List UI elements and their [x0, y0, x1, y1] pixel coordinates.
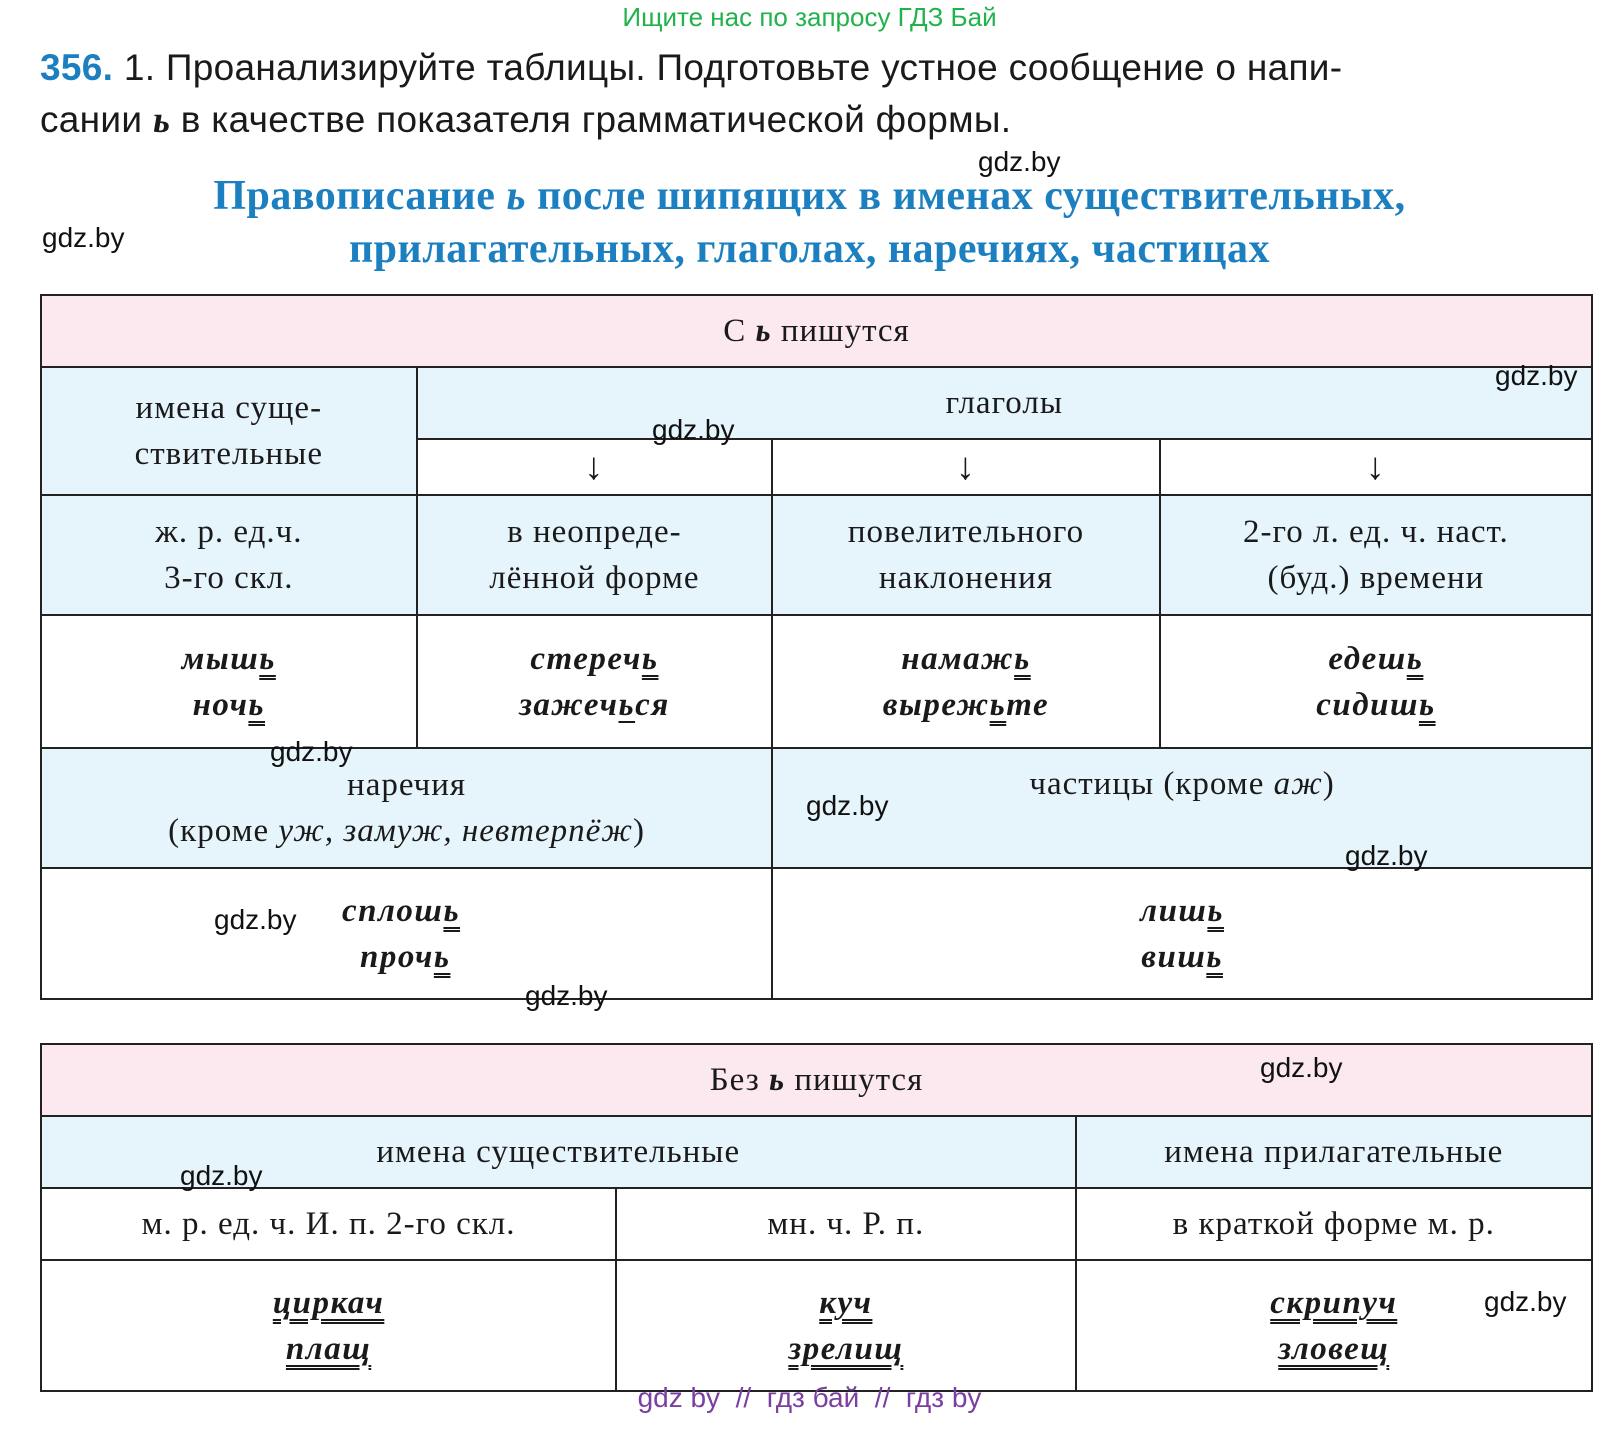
cat-line: ж. р. ед.ч. — [155, 514, 303, 550]
example-word — [182, 636, 276, 682]
table-with-soft-sign — [40, 294, 1593, 1000]
example-word — [360, 934, 450, 980]
example-word — [1141, 934, 1223, 980]
cat-line: 2-го л. ед. ч. наст. — [1243, 514, 1509, 550]
word-part: виш — [1141, 938, 1207, 975]
word-ending: ь — [248, 686, 265, 723]
table-without-soft-sign — [40, 1043, 1593, 1392]
task-soft-sign: ь — [152, 100, 171, 141]
examples-2nd-person — [1160, 615, 1592, 748]
word-ending: ь — [259, 640, 276, 677]
word-ending: ь — [433, 938, 451, 975]
word-part: ся — [635, 686, 670, 723]
table1-header — [41, 295, 1592, 367]
examples-adverbs — [41, 868, 772, 999]
title-part: Правописание — [213, 173, 496, 219]
cat-2nd-person — [1160, 495, 1592, 615]
title-part: после шипящих в именах существительных, — [537, 173, 1406, 219]
word-part: ноч — [192, 686, 249, 723]
exception-word: аж — [1273, 766, 1323, 802]
arrow-down-icon: ↓ — [417, 439, 773, 495]
watermark: gdz.by — [1345, 840, 1428, 871]
watermark: gdz.by — [270, 736, 353, 767]
example-word — [1328, 636, 1423, 682]
cat-imperative — [772, 495, 1160, 615]
task-text — [40, 42, 1590, 147]
header-sign: ь — [769, 1062, 786, 1098]
header-sign: ь — [755, 313, 772, 349]
header-text: пишутся — [780, 313, 910, 349]
cat-line: (буд.) времени — [1267, 560, 1485, 596]
word-part: проч — [360, 938, 434, 975]
watermark: gdz.by — [1260, 1052, 1343, 1083]
example-word — [530, 636, 658, 682]
examples-infinitive — [417, 615, 773, 748]
word: зловещ — [1278, 1330, 1390, 1367]
cat-line: в неопреде- — [507, 514, 682, 550]
cat-line: 3-го скл. — [164, 560, 294, 596]
cat-infinitive — [417, 495, 773, 615]
text: ) — [633, 813, 645, 849]
verbs-head: глаголы — [417, 367, 1592, 439]
exception-words: уж, замуж, невтерпёж — [278, 813, 633, 849]
word: куч — [819, 1284, 873, 1321]
page-title — [0, 170, 1619, 276]
nouns-head: имена существительные — [41, 1116, 1076, 1188]
header-text: пишутся — [794, 1062, 924, 1098]
example-word — [193, 682, 265, 728]
header-text: Без — [709, 1062, 760, 1098]
example-word — [342, 888, 460, 934]
word-part: сплош — [342, 892, 444, 929]
examples-nouns — [41, 615, 417, 748]
watermark: gdz.by — [42, 222, 125, 253]
example-word — [1278, 1326, 1389, 1372]
examples-plural-gen — [616, 1260, 1075, 1391]
cat-line: лённой форме — [489, 560, 700, 596]
nouns-head — [41, 367, 417, 495]
cat-line: повелительного — [847, 514, 1085, 550]
cat-plural-gen: мн. ч. Р. п. — [616, 1188, 1075, 1260]
watermark: gdz.by — [525, 980, 608, 1011]
example-word — [273, 1280, 385, 1326]
word-ending: ь — [1418, 686, 1436, 723]
example-word — [286, 1326, 371, 1372]
example-word — [1270, 1280, 1397, 1326]
watermark: gdz.by — [806, 790, 889, 821]
word-ending: ь — [618, 686, 636, 723]
word-part: те — [1006, 686, 1050, 723]
cat-short-form: в краткой форме м. р. — [1076, 1188, 1593, 1260]
example-word — [1316, 682, 1435, 728]
example-word — [519, 682, 670, 728]
header-text: С — [723, 313, 747, 349]
watermark: gdz.by — [214, 904, 297, 935]
watermark: gdz.by — [978, 146, 1061, 177]
word-ending: ь — [443, 892, 461, 929]
task-line1: 1. Проанализируйте таблицы. Подготовьте устное сообщение о напи- — [123, 47, 1343, 88]
word-part: зажеч — [519, 686, 619, 723]
arrow-down-icon: ↓ — [1160, 439, 1592, 495]
title-soft-sign: ь — [506, 173, 527, 219]
footer: gdz by // гдз бай // гдз by — [637, 1382, 982, 1413]
adverbs-exceptions — [42, 808, 771, 854]
word: плащ — [285, 1330, 372, 1367]
task-line2-a: сании — [40, 99, 143, 140]
example-word — [1140, 888, 1224, 934]
example-word — [901, 636, 1030, 682]
adverbs-head — [41, 748, 772, 868]
word-part: сидиш — [1316, 686, 1419, 723]
word-part: выреж — [882, 686, 990, 723]
word-ending: ь — [641, 640, 659, 677]
task-line2-b: в качестве показателя грамматической формы. — [180, 99, 1012, 140]
word-ending: ь — [989, 686, 1007, 723]
watermark: gdz.by — [652, 414, 735, 445]
examples-masculine — [41, 1260, 616, 1391]
table2-header — [41, 1044, 1592, 1116]
particles-head — [772, 748, 1592, 868]
cat-line: наклонения — [878, 560, 1054, 596]
nouns-head-l1: имена суще- — [135, 390, 323, 426]
word-ending: ь — [1406, 640, 1424, 677]
example-word — [819, 1280, 872, 1326]
text: (кроме — [168, 813, 270, 849]
task-number: 356. — [40, 47, 114, 88]
word: циркач — [272, 1284, 385, 1321]
word-ending: ь — [1014, 640, 1031, 677]
example-word — [883, 682, 1049, 728]
examples-short-form — [1076, 1260, 1593, 1391]
adjectives-head: имена прилагательные — [1076, 1116, 1593, 1188]
word-part: едеш — [1328, 640, 1407, 677]
word-ending: ь — [1206, 938, 1223, 975]
top-note: Ищите нас по запросу ГДЗ Бай — [622, 2, 997, 32]
nouns-head-l2: ствительные — [134, 436, 323, 472]
word-ending: ь — [1207, 892, 1225, 929]
word-part: намаж — [901, 640, 1015, 677]
title-line2: прилагательных, глаголах, наречиях, частицах — [348, 226, 1270, 272]
cat-masculine-nom: м. р. ед. ч. И. п. 2-го скл. — [41, 1188, 616, 1260]
word-part: лиш — [1140, 892, 1208, 929]
example-word — [788, 1326, 903, 1372]
text: частицы (кроме — [1029, 766, 1265, 802]
examples-particles — [772, 868, 1592, 999]
text: ) — [1322, 766, 1335, 802]
cat-feminine — [41, 495, 417, 615]
examples-imperative — [772, 615, 1160, 748]
word-part: мыш — [181, 640, 260, 677]
watermark: gdz.by — [180, 1160, 263, 1191]
word: скрипуч — [1270, 1284, 1398, 1321]
watermark: gdz.by — [1484, 1286, 1567, 1317]
word-part: стереч — [530, 640, 642, 677]
watermark: gdz.by — [1495, 360, 1578, 391]
adverbs-title: наречия — [347, 767, 467, 803]
word: зрелищ — [788, 1330, 904, 1367]
arrow-down-icon: ↓ — [772, 439, 1160, 495]
